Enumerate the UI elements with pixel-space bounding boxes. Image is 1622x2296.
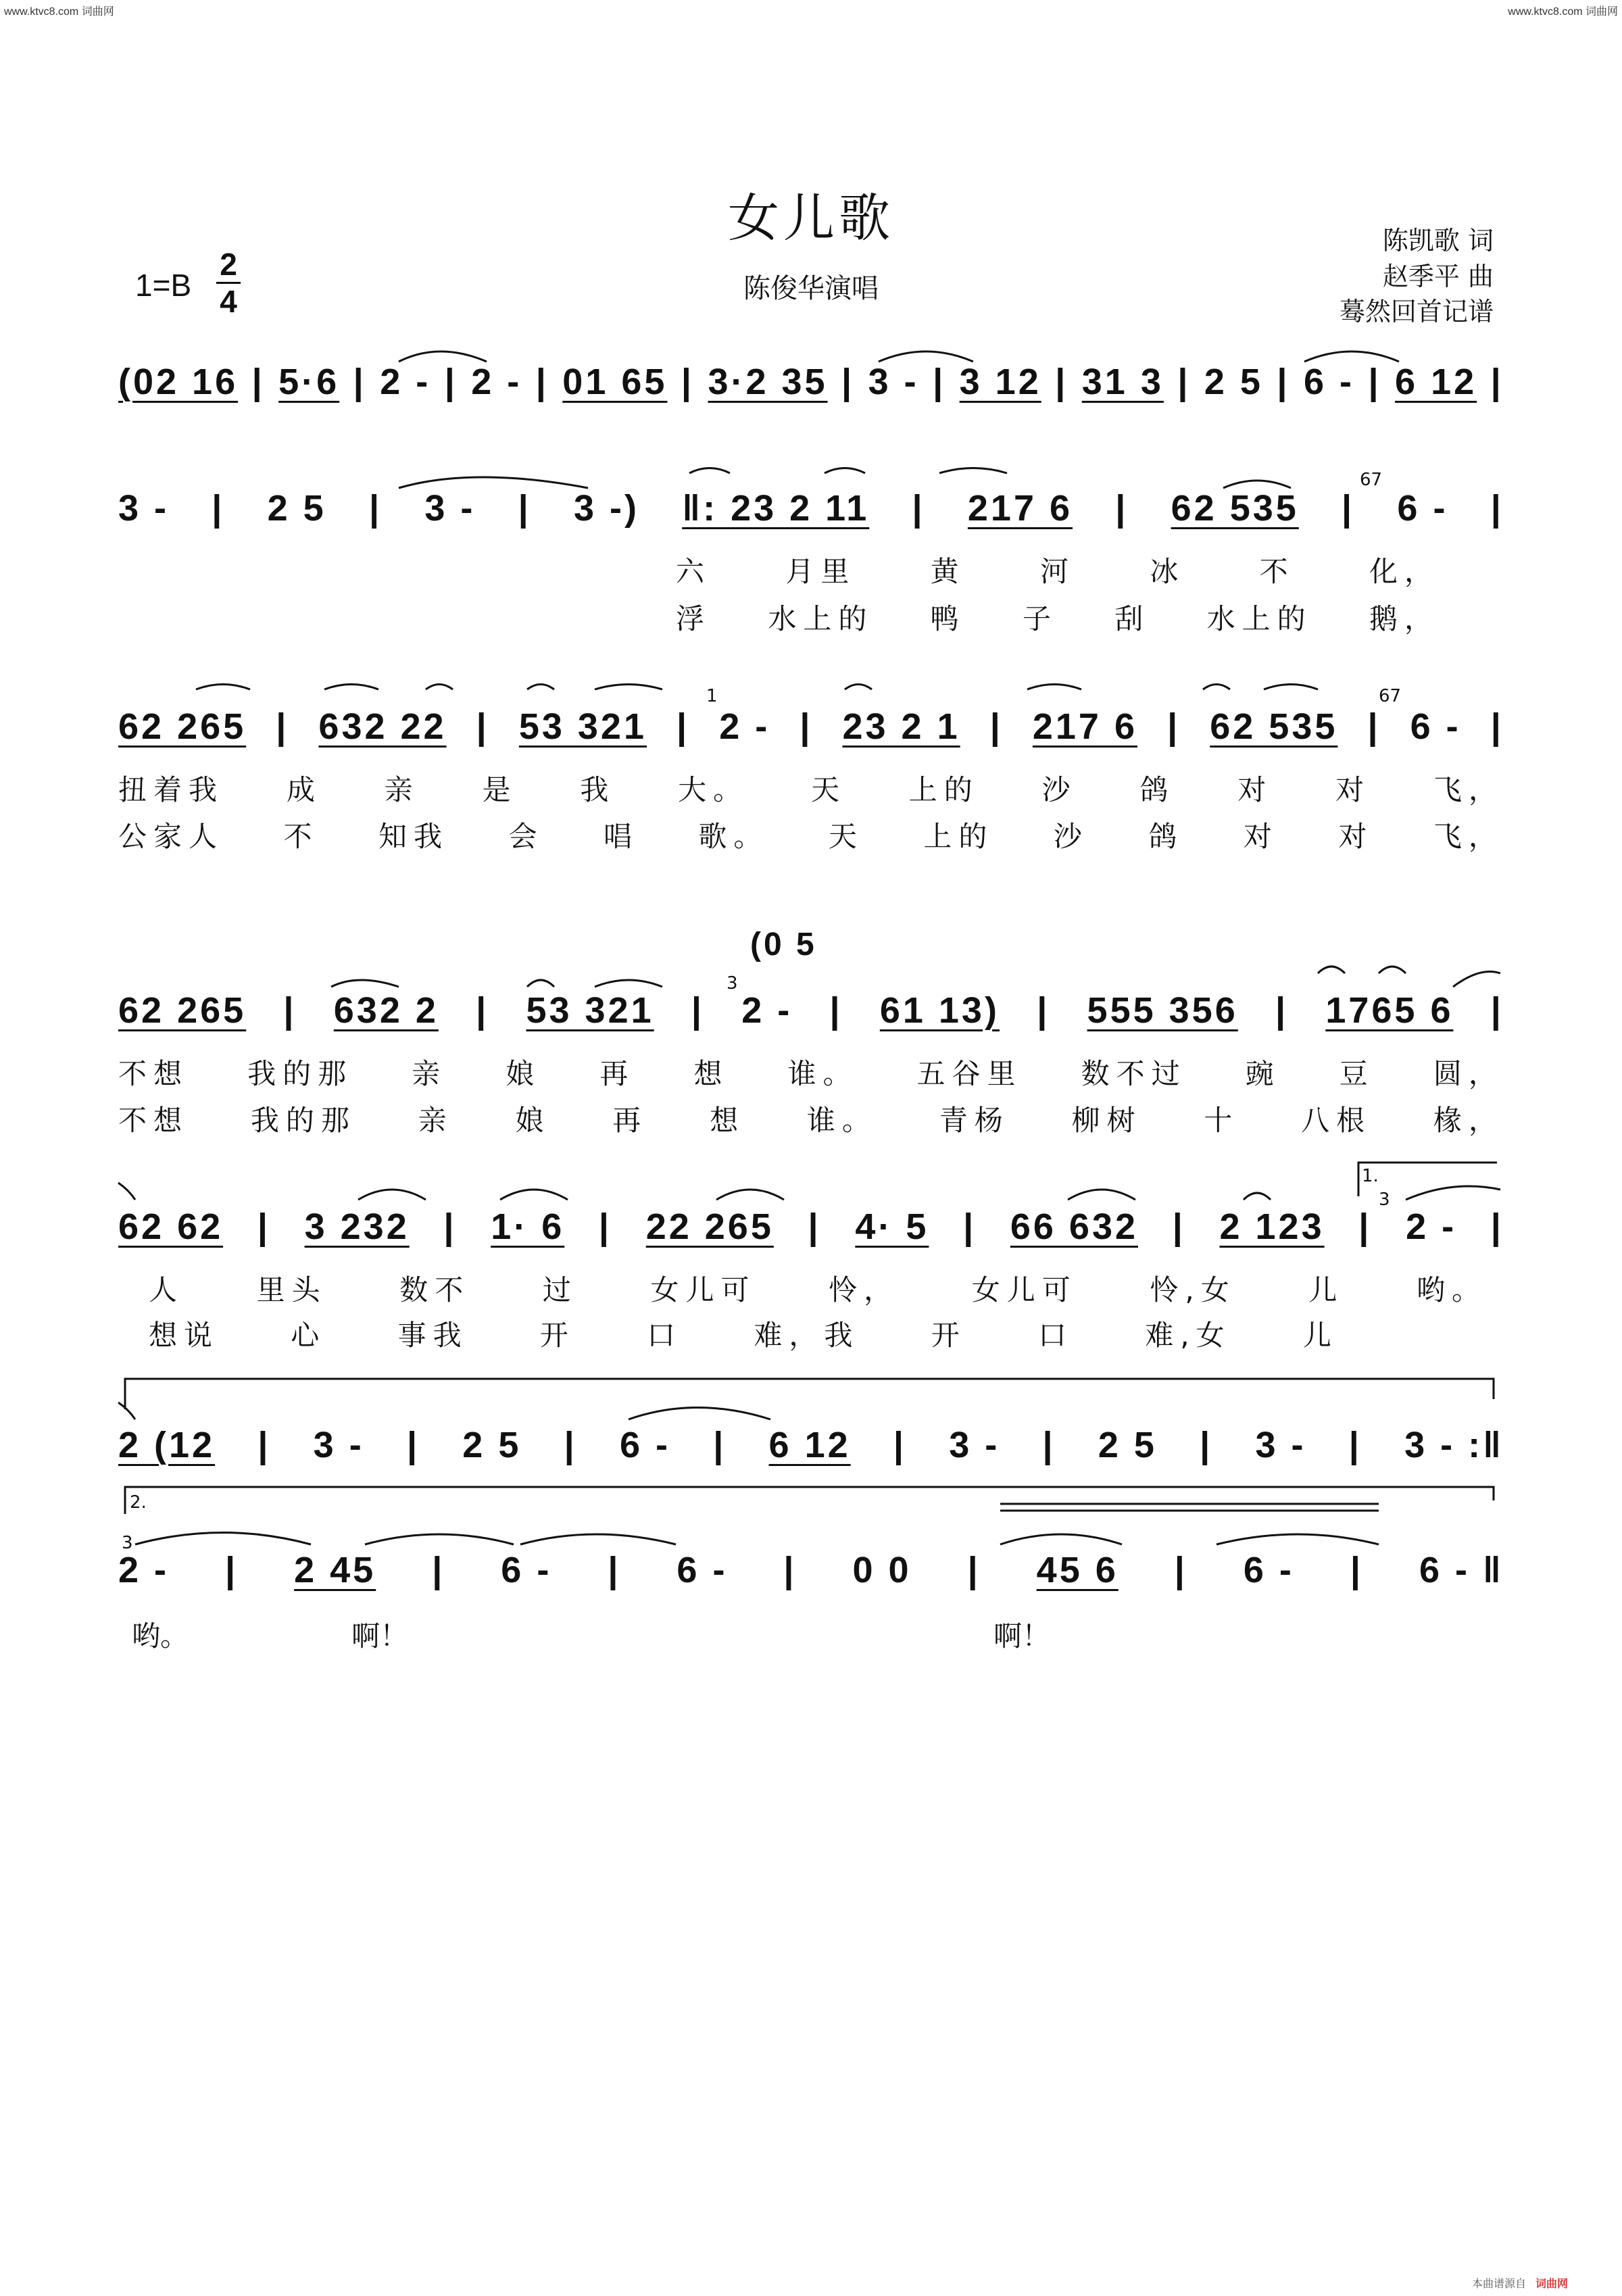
slur [689, 468, 730, 474]
lyric-syllable: 鸽 [1148, 820, 1184, 853]
lyric-line-6 [118, 1100, 1504, 1138]
measure: 3 - [1255, 1425, 1306, 1465]
lyric-syllable: 对 [1335, 773, 1371, 806]
slur [1068, 1190, 1135, 1200]
lyric-syllable: 河 [1039, 555, 1075, 588]
lyric-syllable: 豌 [1245, 1057, 1281, 1090]
measure: 31 3 [1081, 362, 1164, 402]
slur [1244, 1193, 1271, 1200]
footer-source-text: 本曲谱源自 [1471, 2278, 1526, 2290]
measure: 4· 5 [855, 1206, 929, 1247]
measure: 53 321 [526, 990, 654, 1031]
notation-row-2: 3 - | 2 5 | 3 - | 3 -) ‖: 23 2 11 | 217 6 | 62 535 | 6 - | [118, 488, 1504, 529]
measure: 23 2 1 [842, 706, 960, 747]
measure: 53 321 [518, 706, 647, 747]
lyric-end-3: 啊！ [993, 1619, 1051, 1653]
lyric-line-2 [676, 598, 1440, 636]
lyric-syllable: 谁。 [787, 1057, 858, 1090]
grace-note: 67 [1360, 470, 1383, 490]
lyric-syllable: 子 [1022, 602, 1058, 635]
lyric-syllable: 儿 [1308, 1273, 1344, 1306]
grace-note: 1 [706, 686, 718, 706]
lyric-syllable: 黄 [930, 555, 966, 588]
composer-credit: 赵季平 曲 [1382, 262, 1494, 291]
lyric-syllable: 上的 [923, 820, 994, 853]
notation-row-1: (02 16 | 5·6 | 2 - | 2 - | 01 65 | 3·2 35 | 3 - | 3 12 | 31 3 | 2 5 | 6 - | 6 12 | [118, 362, 1504, 402]
measure: 632 2 [333, 990, 439, 1031]
lyric-syllable: 我的那 [250, 1104, 356, 1137]
lyric-syllable: 鸽 [1139, 773, 1175, 806]
time-signature-top: 2 [220, 247, 237, 282]
measure: 2 45 [294, 1550, 376, 1590]
lyric-end-1: 哟。 [132, 1619, 189, 1653]
notation-row-7: 2 - | 2 45 | 6 - | 6 - | 0 0 | 45 6 | 6 - | 6 - ‖ [118, 1550, 1504, 1590]
lyric-syllable: 大。 [678, 773, 749, 806]
lyric-syllable: 柳树 [1071, 1104, 1142, 1137]
slur [324, 685, 378, 690]
measure: 61 13) [879, 990, 1000, 1031]
grace-note: 67 [1379, 686, 1402, 706]
footer-source [1472, 2275, 1568, 2291]
lyric-syllable: 心 [291, 1319, 326, 1352]
lyric-syllable: 天 [828, 820, 864, 853]
measure: 62 62 [118, 1206, 224, 1247]
lyric-syllable: 女儿可 [650, 1273, 756, 1306]
measure: 2 - [719, 706, 770, 747]
lyric-syllable: 飞， [1433, 773, 1504, 806]
measure: 2 5 [1204, 362, 1263, 402]
volta-2-bracket [125, 1487, 1494, 1514]
lyric-syllable: 椽， [1433, 1104, 1504, 1137]
slur [527, 685, 554, 690]
measure: 66 632 [1010, 1206, 1139, 1247]
measure: (02 16 [118, 362, 239, 402]
lyric-syllable: 歌。 [698, 820, 769, 853]
measure: 62 535 [1210, 706, 1338, 747]
transcriber-credit: 蓦然回首记谱 [1339, 297, 1494, 326]
lyric-syllable: 八根 [1301, 1104, 1372, 1137]
measure: 0 0 [852, 1550, 912, 1590]
lyric-end-2: 啊！ [351, 1619, 409, 1653]
slur [1027, 685, 1081, 690]
measure: 2 - [1406, 1206, 1457, 1247]
lyric-syllable: 数不 [399, 1273, 470, 1306]
lyric-line-7 [149, 1269, 1487, 1307]
lyric-syllable: 月里 [785, 555, 856, 588]
lyric-syllable: 沙 [1053, 820, 1089, 853]
lyric-syllable: 事我 [397, 1319, 468, 1352]
footer-logo: 词曲网 [1535, 2278, 1568, 2290]
slur [426, 685, 453, 690]
lyric-syllable: 我 [580, 773, 616, 806]
measure: 2 5 [462, 1425, 522, 1465]
lyric-syllable: 不 [283, 820, 319, 853]
slur [1318, 967, 1345, 973]
lyric-syllable: 开 [539, 1319, 575, 1352]
measure: 2 - [380, 362, 431, 402]
lyric-line-8 [149, 1315, 1338, 1352]
measure: 6 - [501, 1550, 552, 1590]
lyric-syllable: 五谷里 [916, 1057, 1023, 1090]
measure: 2 - [471, 362, 522, 402]
lyricist-credit: 陈凯歌 词 [1382, 226, 1494, 255]
notation-row-5: 62 62 | 3 232 | 1· 6 | 22 265 | 4· 5 | 66 632 | 2 123 | 2 - | [118, 1206, 1504, 1247]
lyric-syllable: 亲 [418, 1104, 453, 1137]
measure: 6 12 [768, 1425, 851, 1465]
lyric-line-4 [118, 816, 1504, 854]
measure: 62 535 [1171, 488, 1299, 529]
lyric-syllable: 再 [612, 1104, 648, 1137]
measure: 1· 6 [491, 1206, 565, 1247]
site-watermark-right: www.ktvc8.com 词曲网 [1508, 6, 1618, 18]
lyric-syllable: 冰 [1150, 555, 1185, 588]
slur [845, 685, 872, 690]
lyric-syllable: 沙 [1041, 773, 1077, 806]
lyric-syllable: 难，我 [754, 1319, 860, 1352]
measure: 3 - [313, 1425, 364, 1465]
lyric-syllable: 十 [1204, 1104, 1239, 1137]
measure: 6 12 [1395, 362, 1477, 402]
measure: 2 (12 [118, 1425, 216, 1465]
lyric-syllable: 水上的 [768, 602, 874, 635]
measure: 6 - [1243, 1550, 1294, 1590]
lyric-syllable: 谁。 [806, 1104, 877, 1137]
lyric-syllable: 圆， [1433, 1057, 1504, 1090]
measure: 5·6 [278, 362, 340, 402]
measure: 632 22 [318, 706, 447, 747]
measure: 3 -) [573, 488, 639, 529]
measure: 6 - [1303, 362, 1355, 402]
lyric-line-5 [118, 1053, 1504, 1091]
slur [716, 1190, 784, 1200]
lyric-syllable: 开 [931, 1319, 966, 1352]
lyric-syllable: 知我 [378, 820, 449, 853]
lyric-syllable: 会 [508, 820, 544, 853]
site-watermark-left: www.ktvc8.com 词曲网 [4, 6, 114, 18]
measure: 6 - [677, 1550, 728, 1590]
measure: 62 265 [118, 990, 247, 1031]
measure: 3 - [868, 362, 919, 402]
lyric-syllable: 数不过 [1081, 1057, 1187, 1090]
time-signature [215, 247, 242, 319]
lyric-syllable: 娘 [506, 1057, 541, 1090]
measure: 6 - [1410, 706, 1461, 747]
lyric-syllable: 娘 [515, 1104, 551, 1137]
notation-row-3: 62 265 | 632 22 | 53 321 | 2 - | 23 2 1 | 217 6 | 62 535 | 6 - | [118, 706, 1504, 747]
lyric-line-1 [676, 551, 1440, 589]
grace-note: 3 [122, 1533, 133, 1553]
lyric-syllable: 想 [710, 1104, 745, 1137]
lyric-syllable: 女儿可 [971, 1273, 1077, 1306]
lyric-syllable: 不想 [118, 1057, 189, 1090]
measure: 2 5 [267, 488, 326, 529]
lyric-syllable: 人 [149, 1273, 185, 1306]
lyric-syllable: 飞， [1433, 820, 1504, 853]
measure: 2 - [741, 990, 793, 1031]
lyric-syllable: 水上的 [1206, 602, 1312, 635]
lyric-syllable: 对 [1338, 820, 1374, 853]
song-title: 女儿歌 [728, 188, 894, 248]
lyric-syllable: 怜,女 [1150, 1273, 1236, 1306]
lyric-syllable: 鹅， [1369, 602, 1440, 635]
key-signature: 1=B [135, 268, 192, 303]
measure: 3 12 [959, 362, 1041, 402]
lyric-syllable: 再 [599, 1057, 635, 1090]
slur [1406, 1186, 1500, 1200]
lyric-syllable: 是 [482, 773, 518, 806]
notation-row-6: 2 (12 | 3 - | 2 5 | 6 - | 6 12 | 3 - | 2 5 | 3 - | 3 - :‖ [118, 1425, 1504, 1465]
lyric-syllable: 口 [1037, 1319, 1073, 1352]
lyric-syllable: 六 [676, 555, 712, 588]
measure: 6 - [1397, 488, 1448, 529]
measure: 3 - [949, 1425, 1000, 1465]
measure: 01 65 [562, 362, 668, 402]
measure: 3 - [424, 488, 476, 529]
measure: 217 6 [967, 488, 1073, 529]
lyric-syllable: 亲 [384, 773, 420, 806]
lyric-syllable: 天 [810, 773, 846, 806]
lyric-syllable: 豆 [1339, 1057, 1375, 1090]
slur [1379, 967, 1406, 973]
singer-credit: 陈俊华演唱 [743, 273, 879, 304]
lyric-syllable: 里头 [256, 1273, 327, 1306]
slur [939, 468, 1007, 474]
measure: 3 232 [304, 1206, 410, 1247]
volta-2-label: 2. [130, 1492, 147, 1513]
measure: 3 - [118, 488, 170, 529]
measure: 6 - [619, 1425, 670, 1465]
volta-1-extension [125, 1379, 1494, 1409]
lyric-syllable: 儿 [1302, 1319, 1338, 1352]
measure: 62 265 [118, 706, 247, 747]
lyric-syllable: 过 [542, 1273, 578, 1306]
slur [196, 685, 250, 690]
lyric-syllable: 怜， [829, 1273, 900, 1306]
measure: ‖: 23 2 11 [682, 488, 870, 529]
lyric-syllable: 不 [1259, 555, 1295, 588]
lyric-syllable: 上的 [908, 773, 979, 806]
lyric-line-3 [118, 769, 1504, 807]
lyric-syllable: 化， [1369, 555, 1440, 588]
lyric-syllable: 不想 [118, 1104, 189, 1137]
lyric-syllable: 我的那 [247, 1057, 353, 1090]
lyric-syllable: 浮 [676, 602, 712, 635]
lyric-syllable: 难,女 [1145, 1319, 1231, 1352]
lyric-syllable: 扭着我 [118, 773, 224, 806]
grace-note: 3 [1379, 1190, 1390, 1210]
notation-row-4: 62 265 | 632 2 | 53 321 | 2 - | 61 13) | 555 356 | 1765 6 | [118, 990, 1504, 1031]
slur [595, 685, 662, 690]
lyric-syllable: 唱 [603, 820, 639, 853]
slur [118, 1183, 135, 1200]
lyric-syllable: 对 [1237, 773, 1273, 806]
time-signature-bottom: 4 [220, 284, 237, 319]
lyric-syllable: 哟。 [1416, 1273, 1487, 1306]
lyric-syllable: 口 [647, 1319, 683, 1352]
measure: 1765 6 [1325, 990, 1454, 1031]
lyric-syllable: 想说 [149, 1319, 220, 1352]
grace-note: 3 [727, 973, 738, 994]
lyric-syllable: 亲 [412, 1057, 447, 1090]
slur [118, 1402, 135, 1419]
measure: 45 6 [1036, 1550, 1119, 1590]
lyric-syllable: 公家人 [118, 820, 224, 853]
interlude-marker: (0 5 [750, 927, 817, 962]
lyric-syllable: 青杨 [939, 1104, 1010, 1137]
slur [825, 468, 865, 474]
slur [1203, 685, 1230, 690]
volta-1-label: 1. [1362, 1166, 1379, 1186]
lyric-syllable: 成 [286, 773, 322, 806]
lyric-syllable: 对 [1243, 820, 1279, 853]
slur [1264, 685, 1318, 690]
measure: 2 123 [1219, 1206, 1325, 1247]
measure: 2 - [118, 1550, 170, 1590]
measure: 2 5 [1098, 1425, 1157, 1465]
measure: 3 - :‖ [1404, 1425, 1504, 1465]
measure: 22 265 [645, 1206, 774, 1247]
lyric-syllable: 刮 [1114, 602, 1150, 635]
slur [500, 1190, 568, 1200]
measure: 6 - ‖ [1419, 1550, 1504, 1590]
slur [358, 1190, 426, 1200]
lyric-syllable: 鸭 [930, 602, 966, 635]
measure: 217 6 [1032, 706, 1137, 747]
lyric-syllable: 想 [693, 1057, 729, 1090]
measure: 555 356 [1087, 990, 1238, 1031]
measure: 3·2 35 [708, 362, 828, 402]
